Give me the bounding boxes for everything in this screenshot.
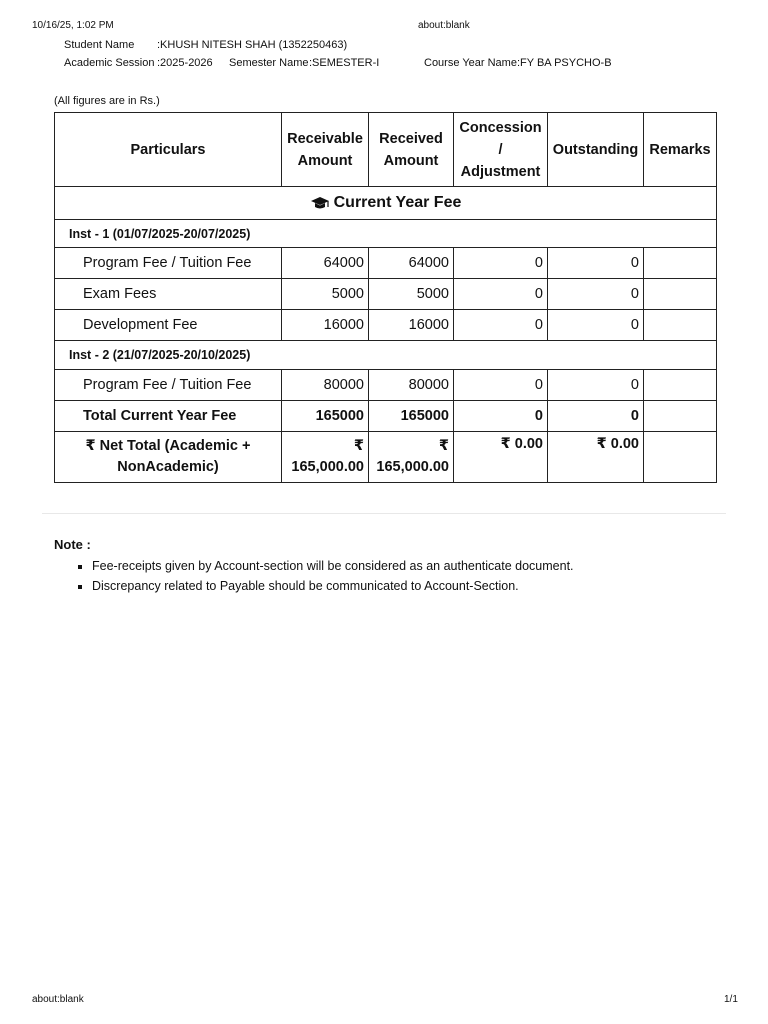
footer-page: 1/1 [724,994,738,1005]
total-concession: 0 [454,401,548,432]
col-concession-line2: / [498,141,503,158]
table-row [55,310,717,341]
note-item: ▪ Fee-receipts given by Account-section will be considered as an authenticate document. [92,556,574,576]
col-receivable-line2: Amount [297,152,353,169]
col-concession-line1: Concession [459,119,542,136]
semester-value: :SEMESTER-I [309,57,380,69]
inst1-row [55,220,717,248]
table-row [55,370,717,401]
fee-table [54,112,717,483]
row-remarks [644,279,717,310]
total-receivable: 165000 [282,401,369,432]
net-received [369,432,454,483]
total-outstanding: 0 [548,401,644,432]
footer-url: about:blank [32,994,84,1005]
inst2-row [55,341,717,370]
student-name-label: Student Name [64,39,135,51]
col-particulars: Particulars [55,113,282,187]
student-name-value: :KHUSH NITESH SHAH (1352250463) [157,39,348,51]
session-label: Academic Session [64,57,155,69]
note-item: ▪ Discrepancy related to Payable should be communicated to Account-Section. [92,576,574,596]
row-receivable: 80000 [282,370,369,401]
table-row [55,279,717,310]
row-remarks [644,370,717,401]
net-total-label [55,432,282,483]
net-received-value: 165,000.00 [376,459,449,475]
net-receivable-rupee: ₹ [353,438,364,454]
col-remarks: Remarks [644,113,717,187]
figures-note: (All figures are in Rs.) [54,95,160,107]
row-outstanding: 0 [548,370,644,401]
inst2-label: Inst - 2 (21/07/2025-20/10/2025) [55,341,717,370]
section-title-cell [55,187,717,220]
row-received: 16000 [369,310,454,341]
row-particular: Exam Fees [55,279,282,310]
section-title: Current Year Fee [333,194,462,211]
row-concession: 0 [454,310,548,341]
section-divider [42,513,726,514]
total-label: Total Current Year Fee [55,401,282,432]
row-outstanding: 0 [548,310,644,341]
net-receivable [282,432,369,483]
row-remarks [644,248,717,279]
row-concession: 0 [454,279,548,310]
graduation-cap-icon [310,196,330,210]
row-particular: Program Fee / Tuition Fee [55,370,282,401]
course-label: Course Year Name [424,57,517,69]
total-row [55,401,717,432]
col-receivable [282,113,369,187]
col-receivable-line1: Receivable [287,130,363,147]
col-received-line1: Received [379,130,443,147]
net-concession: ₹ 0.00 [454,432,548,483]
note-title: Note : [54,537,91,552]
row-particular: Development Fee [55,310,282,341]
row-concession: 0 [454,248,548,279]
row-particular: Program Fee / Tuition Fee [55,248,282,279]
row-outstanding: 0 [548,279,644,310]
row-concession: 0 [454,370,548,401]
print-datetime: 10/16/25, 1:02 PM [32,20,114,31]
note-list [72,556,574,596]
semester-label: Semester Name [229,57,309,69]
session-value: :2025-2026 [157,57,213,69]
row-received: 5000 [369,279,454,310]
col-concession [454,113,548,187]
row-receivable: 64000 [282,248,369,279]
course-value: :FY BA PSYCHO-B [517,57,612,69]
section-row [55,187,717,220]
net-remarks [644,432,717,483]
row-receivable: 5000 [282,279,369,310]
net-total-label-line2: NonAcademic) [117,459,219,475]
row-remarks [644,310,717,341]
row-outstanding: 0 [548,248,644,279]
col-concession-line3: Adjustment [460,163,541,180]
net-received-rupee: ₹ [438,438,449,454]
row-received: 80000 [369,370,454,401]
net-total-label-line1: ₹ Net Total (Academic + [85,438,251,454]
table-header-row [55,113,717,187]
row-received: 64000 [369,248,454,279]
inst1-label: Inst - 1 (01/07/2025-20/07/2025) [55,220,717,248]
net-receivable-value: 165,000.00 [291,459,364,475]
print-url: about:blank [418,20,470,31]
col-received-line2: Amount [383,152,439,169]
total-remarks [644,401,717,432]
row-receivable: 16000 [282,310,369,341]
col-received [369,113,454,187]
total-received: 165000 [369,401,454,432]
net-outstanding: ₹ 0.00 [548,432,644,483]
net-total-row [55,432,717,483]
table-row [55,248,717,279]
col-outstanding: Outstanding [548,113,644,187]
